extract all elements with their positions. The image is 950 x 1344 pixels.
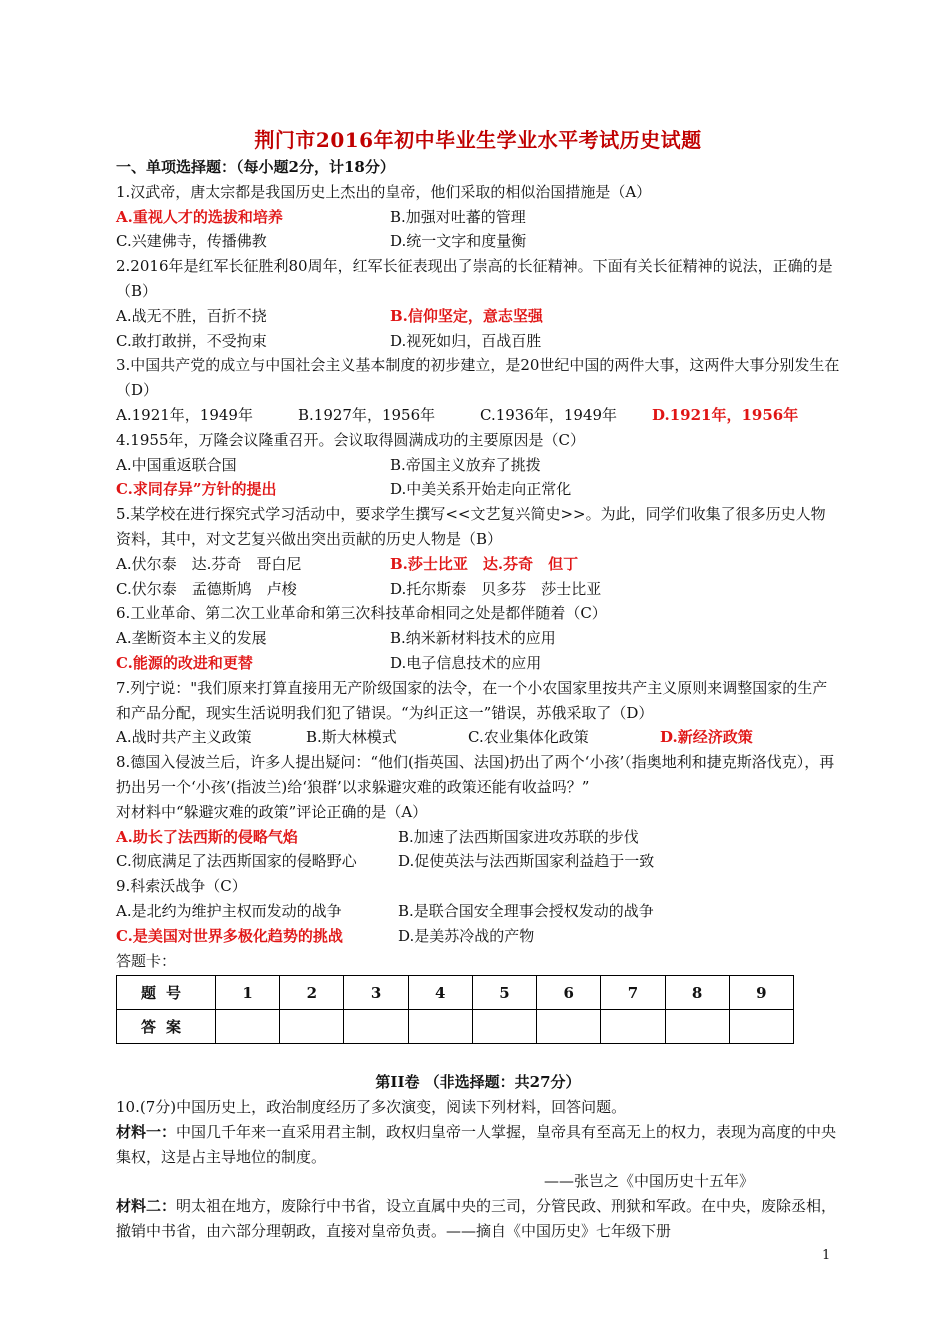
option-row xyxy=(116,725,840,750)
question-stem: 对材料中“躲避灾难的政策”评论正确的是（A） xyxy=(116,802,428,821)
row-header: 答案 xyxy=(117,1010,216,1044)
option: D.是美苏冷战的产物 xyxy=(398,926,535,945)
option: D.促使英法与法西斯国家利益趋于一致 xyxy=(398,852,655,871)
row-header: 题号 xyxy=(117,976,216,1010)
question-number-cell: 2 xyxy=(280,976,344,1010)
question-stem: 8.德国入侵波兰后，许多人提出疑问：“他们(指英国、法国)扔出了两个‘小孩’（指奥地利和捷克斯洛伐克），再扔出另一个‘小孩’(指波兰)给‘狼群’以求躲避灾难的政策还能有收益吗？” xyxy=(116,753,835,796)
page-number: 1 xyxy=(822,1248,831,1263)
option: D.视死如归，百战百胜 xyxy=(390,331,542,350)
material-label: 材料二： xyxy=(116,1197,177,1216)
option: B.斯大林模式 xyxy=(306,728,397,747)
answer-cell[interactable] xyxy=(665,1010,729,1044)
option: C.伏尔泰 孟德斯鸠 卢梭 xyxy=(116,579,297,598)
option: D.统一文字和度量衡 xyxy=(390,232,527,251)
option-answer: C.是美国对世界多极化趋势的挑战 xyxy=(116,926,343,945)
answer-cell[interactable] xyxy=(472,1010,536,1044)
option-answer: C.能源的改进和更替 xyxy=(116,653,253,672)
table-row xyxy=(117,976,794,1010)
option: A.中国重返联合国 xyxy=(116,455,237,474)
question-stem: 6.工业革命、第二次工业革命和第三次科技革命相同之处是都伴随着（C） xyxy=(116,604,607,623)
option-row xyxy=(116,477,840,502)
option: C.农业集体化政策 xyxy=(468,728,589,747)
option-row xyxy=(116,825,840,850)
answer-card-label: 答题卡： xyxy=(116,951,177,970)
option: C.敢打敢拼，不受拘束 xyxy=(116,331,267,350)
material-two xyxy=(116,1194,840,1244)
option: C.1936年，1949年 xyxy=(480,405,618,424)
option: B.帝国主义放弃了挑拨 xyxy=(390,455,541,474)
option: A.伏尔泰 达.芬奇 哥白尼 xyxy=(116,554,302,573)
option: B.加强对吐蕃的管理 xyxy=(390,207,526,226)
option: C.彻底满足了法西斯国家的侵略野心 xyxy=(116,852,357,871)
option: C.兴建佛寺，传播佛教 xyxy=(116,232,267,251)
answer-cell[interactable] xyxy=(537,1010,601,1044)
material-text: 明太祖在地方，废除行中书省，设立直属中央的三司，分管民政、刑狱和军政。在中央，废除丞相，撤销中书省，由六部分理朝政，直接对皇帝负责。——摘自《中国历史》七年级下册 xyxy=(116,1197,837,1241)
option-answer: A.助长了法西斯的侵略气焰 xyxy=(116,827,298,846)
question-stem: 2.2016年是红军长征胜利80周年，红军长征表现出了崇高的长征精神。下面有关长征精神的说法，正确的是（B） xyxy=(116,257,833,300)
question-stem: 10.(7分)中国历史上，政治制度经历了多次演变，阅读下列材料，回答问题。 xyxy=(116,1098,627,1117)
option: D.中美关系开始走向正常化 xyxy=(390,480,572,499)
exam-page xyxy=(116,124,840,1244)
option-answer: D.新经济政策 xyxy=(660,728,753,747)
option-answer: C.求同存异”方针的提出 xyxy=(116,480,277,499)
option: D.电子信息技术的应用 xyxy=(390,653,542,672)
option-row xyxy=(116,651,840,676)
option-row xyxy=(116,924,840,949)
question-stem: 3.中国共产党的成立与中国社会主义基本制度的初步建立，是20世纪中国的两件大事，这两件大事分别发生在（D） xyxy=(116,356,840,400)
material-one xyxy=(116,1120,840,1170)
part2-heading: 第II卷 （非选择题：共27分） xyxy=(375,1073,581,1092)
option-row xyxy=(116,205,840,230)
option-row xyxy=(116,552,840,577)
option: A.是北约为维护主权而发动的战争 xyxy=(116,901,342,920)
question-number-cell: 8 xyxy=(665,976,729,1010)
option: A.垄断资本主义的发展 xyxy=(116,629,267,648)
question-stem: 5.某学校在进行探究式学习活动中，要求学生撰写<<文艺复兴简史>>。为此，同学们收集了很多历史人物资料，其中，对文艺复兴做出突出贡献的历史人物是（B） xyxy=(116,505,826,548)
option: D.托尔斯泰 贝多芬 莎士比亚 xyxy=(390,579,602,598)
table-row xyxy=(117,1010,794,1044)
answer-cell[interactable] xyxy=(729,1010,793,1044)
material-source: ——张岂之《中国历史十五年》 xyxy=(543,1172,754,1191)
exam-title: 荆门市2016年初中毕业生学业水平考试历史试题 xyxy=(254,128,702,152)
option-row xyxy=(116,403,840,428)
question-number-cell: 1 xyxy=(216,976,280,1010)
option-row xyxy=(116,577,840,602)
option-row xyxy=(116,899,840,924)
option-answer: D.1921年，1956年 xyxy=(652,405,799,424)
question-stem: 4.1955年，万隆会议隆重召开。会议取得圆满成功的主要原因是（C） xyxy=(116,430,585,449)
option-row xyxy=(116,626,840,651)
option: B.是联合国安全理事会授权发动的战争 xyxy=(398,901,654,920)
question-number-cell: 9 xyxy=(729,976,793,1010)
option-row xyxy=(116,329,840,354)
option-row xyxy=(116,453,840,478)
option: A.1921年，1949年 xyxy=(116,405,253,424)
section-heading: 一、单项选择题：（每小题2分，计18分） xyxy=(116,158,395,176)
option: B.纳米新材料技术的应用 xyxy=(390,629,556,648)
answer-cell[interactable] xyxy=(280,1010,344,1044)
answer-cell[interactable] xyxy=(408,1010,472,1044)
answer-cell[interactable] xyxy=(216,1010,280,1044)
question-number-cell: 6 xyxy=(537,976,601,1010)
question-stem: 9.科索沃战争（C） xyxy=(116,877,247,896)
option-row xyxy=(116,849,840,874)
option-answer: A.重视人才的选拔和培养 xyxy=(116,207,283,226)
option-answer: B.信仰坚定，意志坚强 xyxy=(390,306,543,325)
option-row xyxy=(116,229,840,254)
option: A.战时共产主义政策 xyxy=(116,728,252,747)
option: A.战无不胜，百折不挠 xyxy=(116,306,267,325)
question-stem: 7.列宁说："我们原来打算直接用无产阶级国家的法令，在一个小农国家里按共产主义原则来调整国家的生产和产品分配，现实生活说明我们犯了错误。“为纠正这一”错误，苏俄采取了（D） xyxy=(116,678,828,722)
question-number-cell: 4 xyxy=(408,976,472,1010)
question-stem: 1.汉武帝，唐太宗都是我国历史上杰出的皇帝，他们采取的相似治国措施是（A） xyxy=(116,182,652,201)
question-number-cell: 5 xyxy=(472,976,536,1010)
option-answer: B.莎士比亚 达.芬奇 但丁 xyxy=(390,554,579,573)
option: B.1927年，1956年 xyxy=(298,405,436,424)
question-number-cell: 7 xyxy=(601,976,665,1010)
question-number-cell: 3 xyxy=(344,976,408,1010)
option-row xyxy=(116,304,840,329)
answer-card-table xyxy=(116,975,794,1044)
answer-cell[interactable] xyxy=(344,1010,408,1044)
option: B.加速了法西斯国家进攻苏联的步伐 xyxy=(398,827,639,846)
answer-cell[interactable] xyxy=(601,1010,665,1044)
material-text: 中国几千年来一直采用君主制，政权归皇帝一人掌握，皇帝具有至高无上的权力，表现为高度的中央集权，这是占主导地位的制度。 xyxy=(116,1122,837,1166)
material-label: 材料一： xyxy=(116,1122,177,1141)
